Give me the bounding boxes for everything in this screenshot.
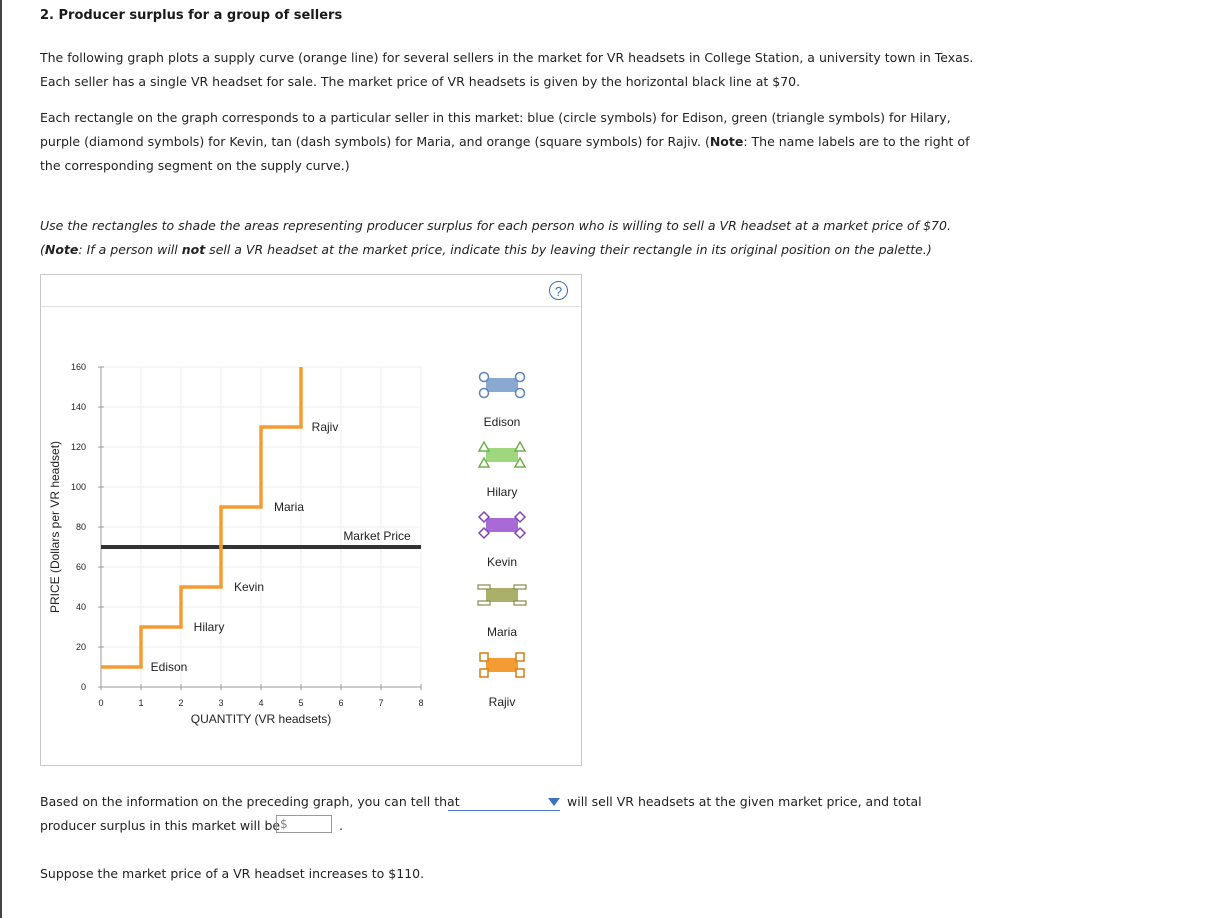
x-tick-label: 7 xyxy=(378,698,384,708)
x-tick-label: 5 xyxy=(298,698,304,708)
x-tick-label: 1 xyxy=(138,698,144,708)
palette-rectangle-maria[interactable] xyxy=(478,585,526,605)
palette-rectangle-kevin[interactable] xyxy=(479,512,525,538)
next-question-text: Suppose the market price of a VR headset increases to $110. xyxy=(40,866,425,881)
intro-paragraph xyxy=(40,46,973,94)
dash-handle-icon xyxy=(514,601,526,605)
description-line: the corresponding segment on the supply curve.) xyxy=(40,158,350,173)
market-price-label: Market Price xyxy=(343,529,411,543)
supply-chart xyxy=(41,275,581,765)
circle-handle-icon xyxy=(516,373,525,382)
dash-handle-icon xyxy=(478,585,490,589)
sellers-dropdown[interactable] xyxy=(448,792,560,811)
y-tick-label: 60 xyxy=(75,562,86,572)
triangle-handle-icon xyxy=(479,442,489,451)
palette-label-kevin: Kevin xyxy=(486,555,518,569)
rectangle-description xyxy=(40,106,969,178)
palette-label-rajiv: Rajiv xyxy=(488,695,516,709)
square-handle-icon xyxy=(516,653,524,661)
palette-rectangle-rajiv[interactable] xyxy=(480,653,524,677)
palette-rectangle-fill xyxy=(486,378,518,392)
circle-handle-icon xyxy=(516,389,525,398)
dash-handle-icon xyxy=(478,601,490,605)
palette-rectangle-edison[interactable] xyxy=(480,373,525,398)
segment-label-hilary: Hilary xyxy=(193,620,225,634)
y-tick-label: 0 xyxy=(80,682,86,692)
x-tick-label: 4 xyxy=(258,698,264,708)
y-tick-label: 40 xyxy=(75,602,86,612)
instruction-line: Use the rectangles to shade the areas representing producer surplus for each person who is willing to sell a VR headset at a market price of $70. xyxy=(40,218,951,233)
answer-line-1-suffix: will sell VR headsets at the given market price, and total xyxy=(567,794,922,809)
graph-panel xyxy=(40,274,582,766)
square-handle-icon xyxy=(480,653,488,661)
segment-label-edison: Edison xyxy=(150,660,188,674)
segment-label-kevin: Kevin xyxy=(233,580,265,594)
y-tick-label: 100 xyxy=(70,482,86,492)
palette-label-maria: Maria xyxy=(486,625,518,639)
producer-surplus-input[interactable] xyxy=(291,816,329,832)
palette-label-edison: Edison xyxy=(483,415,521,429)
y-tick-label: 160 xyxy=(70,362,86,372)
circle-handle-icon xyxy=(480,389,489,398)
palette-rectangle-fill xyxy=(486,588,518,602)
x-tick-label: 0 xyxy=(98,698,104,708)
answer-line-2-prefix: producer surplus in this market will be xyxy=(40,818,281,833)
y-tick-label: 140 xyxy=(70,402,86,412)
y-tick-label: 120 xyxy=(70,442,86,452)
answer-line-2-suffix: . xyxy=(339,818,343,833)
segment-label-rajiv: Rajiv xyxy=(311,420,339,434)
instructions xyxy=(40,214,951,262)
intro-line: Each seller has a single VR headset for sale. The market price of VR headsets is given by the horizontal black line at $70. xyxy=(40,74,801,89)
answer-line-1-prefix: Based on the information on the preceding graph, you can tell that xyxy=(40,794,460,809)
circle-handle-icon xyxy=(480,373,489,382)
instruction-line: (Note: If a person will not sell a VR headset at the market price, indicate this by leaving their rectangle in its original position on the palette.) xyxy=(40,242,932,257)
triangle-handle-icon xyxy=(515,442,525,451)
y-axis-title: PRICE (Dollars per VR headset) xyxy=(48,440,62,614)
intro-line: The following graph plots a supply curve (orange line) for several sellers in the market for VR headsets in College Station, a university town in Texas. xyxy=(40,50,974,65)
y-tick-label: 20 xyxy=(75,642,86,652)
dropdown-arrow-icon[interactable] xyxy=(548,798,560,806)
dash-handle-icon xyxy=(514,585,526,589)
page-left-border xyxy=(0,0,2,918)
description-line: purple (diamond symbols) for Kevin, tan (dash symbols) for Maria, and orange (square symbols) for Rajiv. (Note: The name labels are to the right of xyxy=(40,134,970,149)
x-tick-label: 2 xyxy=(178,698,184,708)
question-title: 2. Producer surplus for a group of sellers xyxy=(40,8,343,23)
currency-symbol: $ xyxy=(280,817,288,831)
y-tick-label: 80 xyxy=(75,522,86,532)
palette-rectangle-hilary[interactable] xyxy=(479,442,525,467)
segment-label-maria: Maria xyxy=(273,500,305,514)
square-handle-icon xyxy=(480,669,488,677)
x-axis-title: QUANTITY (VR headsets) xyxy=(190,712,332,726)
palette-label-hilary: Hilary xyxy=(486,485,518,499)
x-tick-label: 6 xyxy=(338,698,344,708)
help-icon[interactable]: ? xyxy=(549,281,568,300)
x-tick-label: 3 xyxy=(218,698,224,708)
palette-rectangle-fill xyxy=(486,518,518,532)
producer-surplus-field[interactable] xyxy=(276,815,332,833)
square-handle-icon xyxy=(516,669,524,677)
description-line: Each rectangle on the graph corresponds to a particular seller in this market: blue (circle symbols) for Edison, green (triangle symbols) for Hilary, xyxy=(40,110,951,125)
palette-rectangle-fill xyxy=(486,448,518,462)
palette-rectangle-fill xyxy=(486,658,518,672)
x-tick-label: 8 xyxy=(418,698,424,708)
